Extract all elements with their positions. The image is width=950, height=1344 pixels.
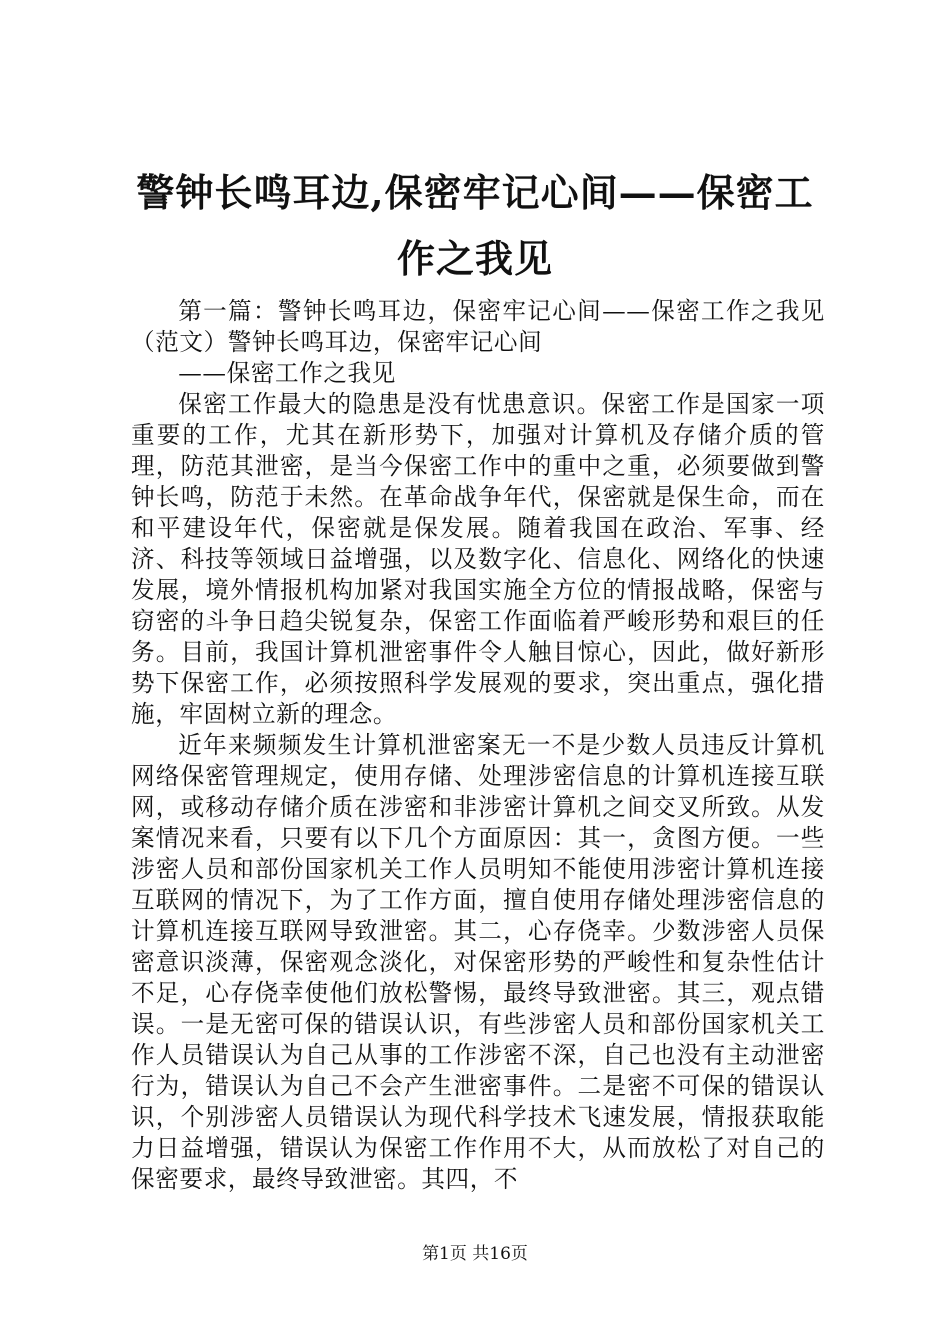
document-title: 警钟长鸣耳边,保密牢记心间——保密工作之我见: [136, 170, 814, 281]
page-footer: 第1页 共16页: [422, 1244, 528, 1264]
document-body: [131, 296, 825, 1195]
paragraph-subtitle: ——保密工作之我见: [178, 359, 396, 387]
paragraph-body-1: 保密工作最大的隐患是没有忧患意识。保密工作是国家一项重要的工作，尤其在新形势下，加强对计算机及存储介质的管理，防范其泄密，是当今保密工作中的重中之重，必须要做到警钟长鸣，防范于未然。在革命战争年代，保密就是保生命，而在和平建设年代，保密就是保发展。随着我国在政治、军事、经济、科技等领域日益增强，以及数字化、信息化、网络化的快速发展，境外情报机构加紧对我国实施全方位的情报战略，保密与窃密的斗争日趋尖锐复杂，保密工作面临着严峻形势和艰巨的任务。目前，我国计算机泄密事件令人触目惊心，因此，做好新形势下保密工作，必须按照科学发展观的要求，突出重点，强化措施，牢固树立新的理念。: [131, 390, 825, 728]
paragraph-body-2: 近年来频频发生计算机泄密案无一不是少数人员违反计算机网络保密管理规定，使用存储、处理涉密信息的计算机连接互联网，或移动存储介质在涉密和非涉密计算机之间交叉所致。从发案情况来看，只要有以下几个方面原因：其一，贪图方便。一些涉密人员和部份国家机关工作人员明知不能使用涉密计算机连接互联网的情况下，为了工作方面，擅自使用存储处理涉密信息的计算机连接互联网导致泄密。其二，心存侥幸。少数涉密人员保密意识淡薄，保密观念淡化，对保密形势的严峻性和复杂性估计不足，心存侥幸使他们放松警惕，最终导致泄密。其三，观点错误。一是无密可保的错误认识，有些涉密人员和部份国家机关工作人员错误认为自己从事的工作涉密不深，自己也没有主动泄密行为，错误认为自己不会产生泄密事件。二是密不可保的错误认识，个别涉密人员错误认为现代科学技术飞速发展，情报获取能力日益增强，错误认为保密工作作用不大，从而放松了对自己的保密要求，最终导致泄密。其四，不: [131, 731, 825, 1193]
paragraph-intro: 第一篇：警钟长鸣耳边，保密牢记心间——保密工作之我见（范文）警钟长鸣耳边，保密牢记心间: [131, 297, 825, 356]
